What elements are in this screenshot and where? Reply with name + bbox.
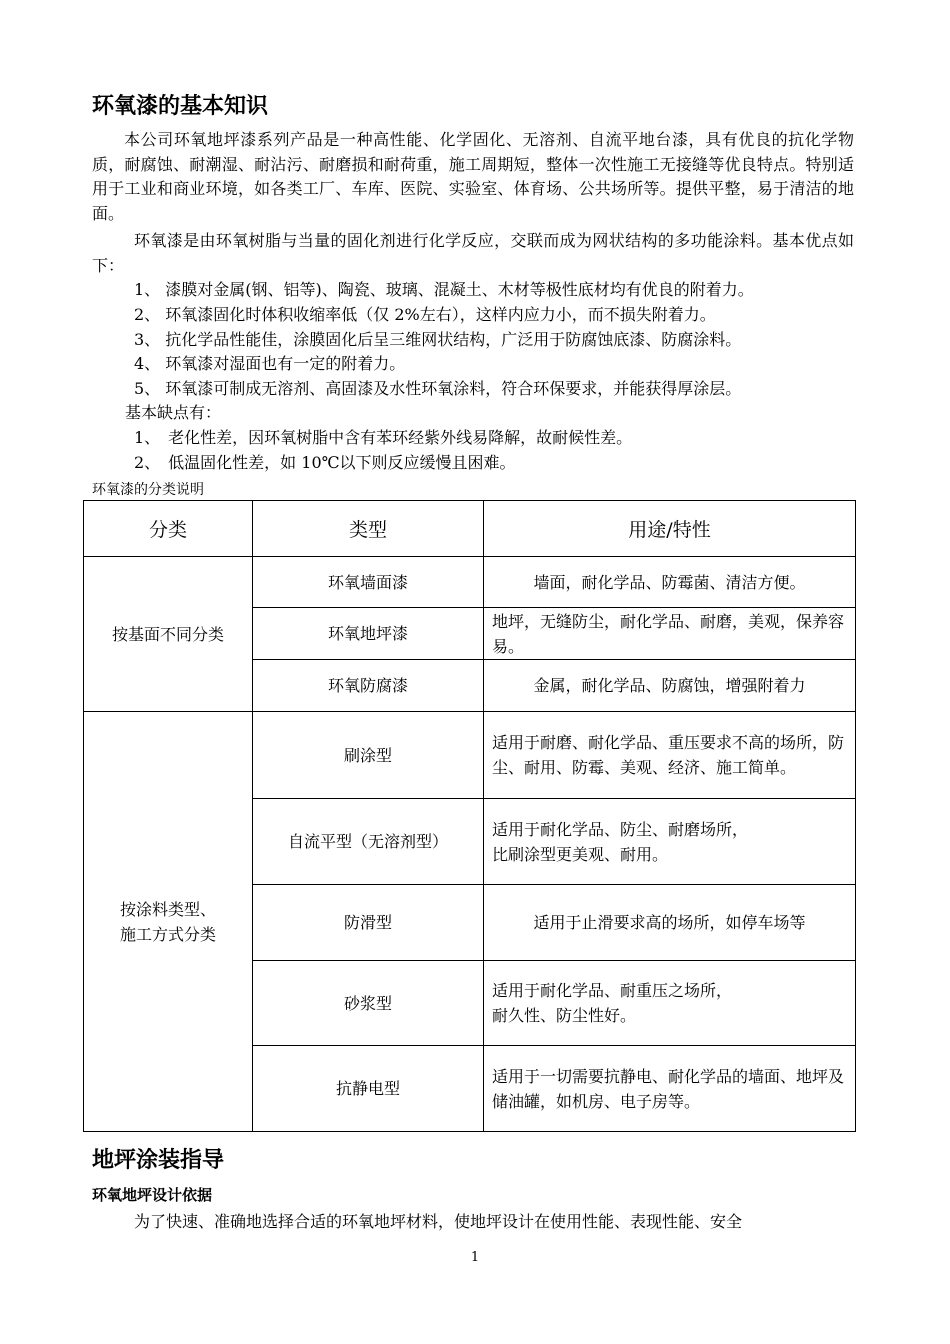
usage-line: 适用于耐化学品、耐重压之场所， <box>492 981 733 1000</box>
group-name-line: 施工方式分类 <box>119 924 216 944</box>
group-cell <box>84 712 253 1132</box>
usage-cell: 适用于一切需要抗静电、耐化学品的墙面、地坪及储油罐，如机房、电子房等。 <box>484 1046 856 1132</box>
usage-cell <box>484 961 856 1046</box>
usage-cell <box>484 799 856 885</box>
disadvantages-label: 基本缺点有： <box>125 403 222 422</box>
advantage-item: 4、 环氧漆对湿面也有一定的附着力。 <box>134 354 406 373</box>
intro-paragraph: 本公司环氧地坪漆系列产品是一种高性能、化学固化、无溶剂、自流平地台漆，具有优良的抗化学物质，耐腐蚀、耐潮湿、耐沾污、耐磨损和耐荷重，施工周期短，整体一次性施工无接缝等优良特点。特别适用于工业和商业环境，如各类工厂、车库、医院、实验室、体育场、公共场所等。提供平整，易于清洁的地面。 <box>92 130 854 223</box>
type-cell: 环氧防腐漆 <box>253 660 484 712</box>
definition-paragraph: 环氧漆是由环氧树脂与当量的固化剂进行化学反应，交联而成为网状结构的多功能涂料。基本优点如下： <box>92 231 854 275</box>
section-title: 地坪涂装指导 <box>92 1148 225 1173</box>
type-cell: 环氧地坪漆 <box>253 608 484 660</box>
type-cell: 自流平型（无溶剂型） <box>253 799 484 885</box>
advantage-item: 2、 环氧漆固化时体积收缩率低（仅 2%左右），这样内应力小，而不损失附着力。 <box>134 305 716 324</box>
group-cell: 按基面不同分类 <box>84 557 253 712</box>
advantage-item: 1、 漆膜对金属(钢、铝等)、陶瓷、玻璃、混凝土、木材等极性底材均有优良的附着力。 <box>134 280 754 299</box>
section-title: 环氧漆的基本知识 <box>92 94 269 119</box>
table-row <box>84 557 856 608</box>
usage-cell: 金属，耐化学品、防腐蚀，增强附着力 <box>484 660 856 712</box>
type-cell: 抗静电型 <box>253 1046 484 1132</box>
classification-table <box>83 500 856 1132</box>
table-header-row <box>84 501 856 557</box>
header-category: 分类 <box>84 501 253 557</box>
usage-cell: 适用于耐磨、耐化学品、重压要求不高的场所，防尘、耐用、防霉、美观、经济、施工简单。 <box>484 712 856 799</box>
type-cell: 砂浆型 <box>253 961 484 1046</box>
table-row <box>84 712 856 799</box>
page-number: 1 <box>470 1250 480 1265</box>
disadvantage-item: 1、 老化性差，因环氧树脂中含有苯环经紫外线易降解，故耐候性差。 <box>134 428 633 447</box>
usage-line: 耐久性、防尘性好。 <box>492 1006 637 1025</box>
usage-cell: 适用于止滑要求高的场所，如停车场等 <box>484 885 856 961</box>
advantage-item: 3、 抗化学品性能佳，涂膜固化后呈三维网状结构，广泛用于防腐蚀底漆、防腐涂料。 <box>134 330 742 349</box>
design-basis-paragraph: 为了快速、准确地选择合适的环氧地坪材料，使地坪设计在使用性能、表现性能、安全 <box>134 1212 743 1231</box>
type-cell: 防滑型 <box>253 885 484 961</box>
group-name-line: 按涂料类型、 <box>119 899 216 919</box>
header-type: 类型 <box>253 501 484 557</box>
type-cell: 刷涂型 <box>253 712 484 799</box>
header-usage: 用途/特性 <box>484 501 856 557</box>
usage-line: 比刷涂型更美观、耐用。 <box>492 844 669 864</box>
advantage-item: 5、 环氧漆可制成无溶剂、高固漆及水性环氧涂料，符合环保要求，并能获得厚涂层。 <box>134 379 742 398</box>
disadvantage-item: 2、 低温固化性差，如 10℃以下则反应缓慢且困难。 <box>134 453 516 472</box>
subsection-title: 环氧地坪设计依据 <box>92 1186 213 1204</box>
type-cell: 环氧墙面漆 <box>253 557 484 608</box>
usage-cell: 墙面，耐化学品、防霉菌、清洁方便。 <box>484 557 856 608</box>
usage-line: 适用于耐化学品、防尘、耐磨场所， <box>492 819 749 839</box>
table-caption: 环氧漆的分类说明 <box>92 482 204 498</box>
usage-cell: 地坪，无缝防尘，耐化学品、耐磨，美观，保养容易。 <box>484 608 856 660</box>
